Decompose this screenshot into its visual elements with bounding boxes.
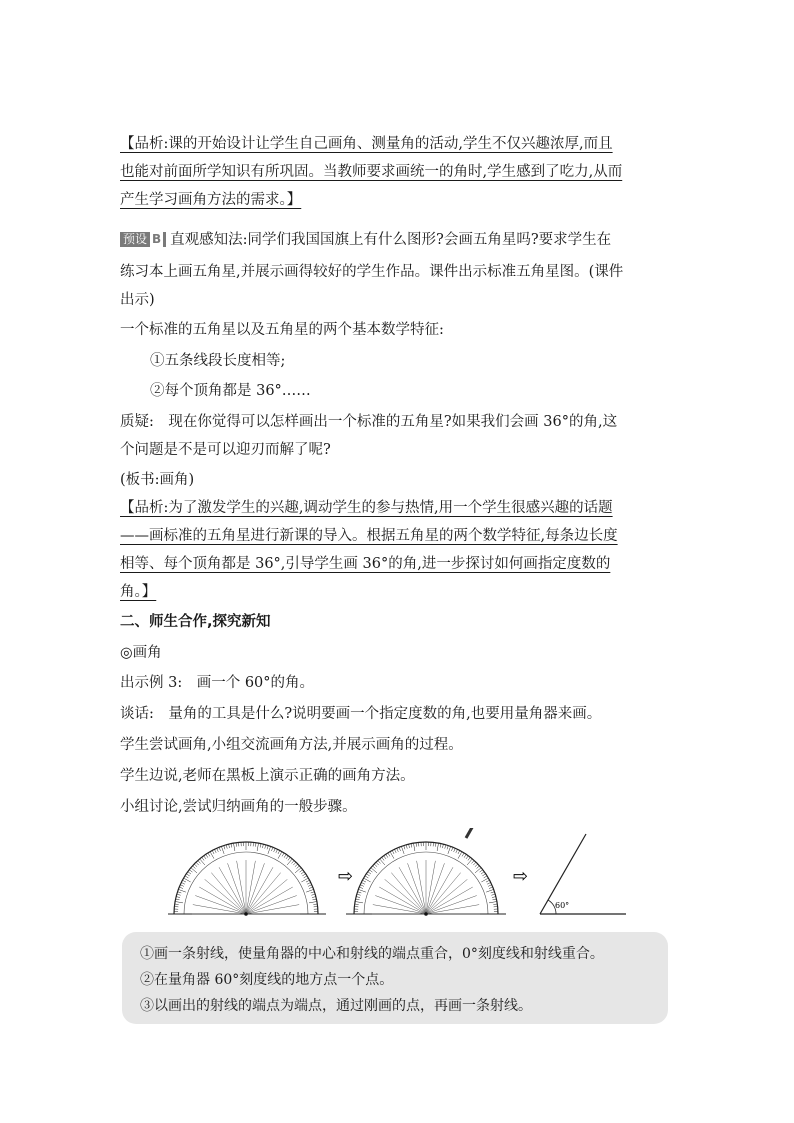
step-2: ②在量角器 60°刻度线的地方点一个点。 [140,972,394,988]
question-line1: 质疑: 现在你觉得可以怎样画出一个标准的五角星?如果我们会画 36°的角,这 [120,414,618,430]
preview-line1: 预设 B 直观感知法:同学们我国国旗上有什么图形?会画五角星吗?要求学生在 [120,230,611,250]
protractor-2 [346,842,506,916]
step-1: ①画一条射线，使量角器的中心和射线的端点重合，0°刻度线和射线重合。 [140,946,604,962]
analysis1-line1: 【品析:课的开始设计让学生自己画角、测量角的活动,学生不仅兴趣浓厚,而且 [120,136,613,152]
paragraph-2: 学生边说,老师在黑板上演示正确的画角方法。 [120,768,415,784]
analysis1-line3: 产生学习画角方法的需求。】 [120,192,302,208]
features-intro: 一个标准的五角星以及五角星的两个基本数学特征: [120,322,444,338]
preview-line3: 出示) [120,292,155,308]
protractor-illustration [168,828,638,920]
step-3: ③以画出的射线的端点为端点，通过刚画的点，再画一条射线。 [140,998,532,1014]
arrow-1: ⇨ [338,866,354,887]
protractor-figure [168,828,638,920]
section2-heading: 二、师生合作,探究新知 [120,614,271,630]
analysis2-line4: 角。】 [120,584,157,600]
pencil [466,828,474,838]
question-line2: 个问题是不是可以迎刃而解了呢? [120,442,331,458]
board-note: (板书:画角) [120,472,195,488]
paragraph-1: 学生尝试画角,小组交流画角方法,并展示画角的过程。 [120,737,463,753]
arrow-2: ⇨ [513,866,529,887]
paragraph-3: 小组讨论,尝试归纳画角的一般步骤。 [120,799,357,815]
protractor-1 [168,842,326,916]
section2-subheading: ◎画角 [120,645,162,661]
angle-drawing [540,834,626,914]
preview-line2: 练习本上画五角星,并展示画得较好的学生作品。课件出示标准五角星图。(课件 [120,264,624,280]
preview-badge: 预设 B [120,232,166,247]
talk-line: 谈话: 量角的工具是什么?说明要画一个指定度数的角,也要用量角器来画。 [120,706,602,722]
analysis2-line1: 【品析:为了激发学生的兴趣,调动学生的参与热情,用一个学生很感兴趣的话题 [120,500,613,516]
feature-item-2: ②每个顶角都是 36°…… [150,383,311,399]
analysis2-line2: ——画标准的五角星进行新课的导入。根据五角星的两个数学特征,每条边长度 [120,528,618,544]
angle-label: 60° [555,901,570,910]
example-line: 出示例 3: 画一个 60°的角。 [120,675,315,691]
analysis1-line2: 也能对前面所学知识有所巩固。当教师要求画统一的角时,学生感到了吃力,从而 [120,164,623,180]
steps-box [122,932,668,1024]
feature-item-1: ①五条线段长度相等; [150,353,286,369]
analysis2-line3: 相等、每个顶角都是 36°,引导学生画 36°的角,进一步探讨如何画指定度数的 [120,556,611,572]
